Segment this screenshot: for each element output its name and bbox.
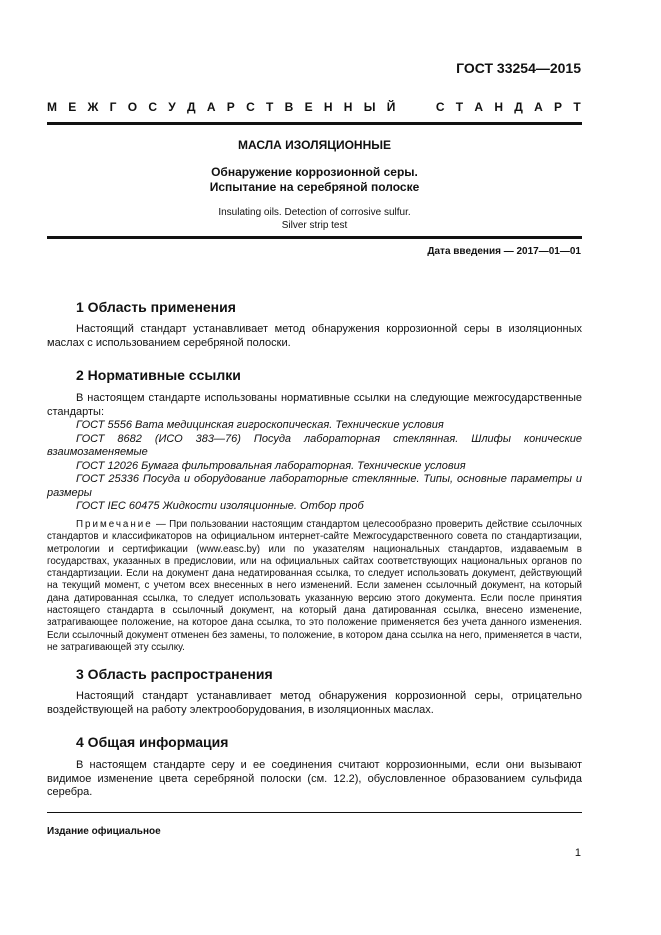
banner-letter: Н <box>323 100 333 114</box>
banner-letter: Т <box>455 100 464 114</box>
reference-item: ГОСТ 8682 (ИСО 383—76) Посуда лабораторная стеклянная. Шлифы конические взаимозаменяемые <box>47 432 582 458</box>
banner-letter: А <box>534 100 543 114</box>
note-label: Примечание <box>76 519 153 530</box>
section-1-text: Настоящий стандарт устанавливает метод обнаружения коррозионной серы в изоляционных маслах с использованием серебряной полоски. <box>47 323 582 349</box>
subtitle-line-1: Обнаружение коррозионной серы. <box>211 165 418 179</box>
banner-letter: Н <box>494 100 503 114</box>
banner-letter: Г <box>109 100 117 114</box>
banner-letter: М <box>47 100 57 114</box>
banner-letter: Д <box>187 100 196 114</box>
banner-letter: У <box>168 100 176 114</box>
english-title-line-1: Insulating oils. Detection of corrosive sulfur. <box>218 207 411 218</box>
banner-letter: Н <box>343 100 353 114</box>
english-title-line-2: Silver strip test <box>281 220 348 231</box>
banner-letter: О <box>127 100 138 114</box>
banner-letter: А <box>206 100 216 114</box>
banner-letter: Т <box>266 100 274 114</box>
interstate-standard-banner <box>47 100 581 114</box>
reference-item: ГОСТ IEC 60475 Жидкости изоляционные. Отбор проб <box>76 500 364 512</box>
banner-letter: А <box>474 100 484 114</box>
banner-letter: Т <box>573 100 581 114</box>
official-edition-label: Издание официальное <box>47 826 161 837</box>
introduction-date: Дата введения — 2017—01—01 <box>427 246 581 257</box>
section-4-text: В настоящем стандарте серу и ее соединения считают коррозионными, если они вызывают видимое изменение цвета серебряной полоски (см. 12.2), обусловленное образованием сульфида серебра. <box>47 759 582 798</box>
footer-rule <box>47 812 582 813</box>
banner-letter: В <box>284 100 294 114</box>
section-2-intro: В настоящем стандарте использованы нормативные ссылки на следующие межгосударственные стандарты: <box>47 392 582 418</box>
section-2-heading: 2 Нормативные ссылки <box>76 367 241 383</box>
banner-letter: С <box>246 100 255 114</box>
banner-letter: Ж <box>87 100 99 114</box>
banner-letter: Р <box>554 100 563 114</box>
section-3-heading: 3 Область распространения <box>76 666 273 682</box>
page-number: 1 <box>574 847 581 859</box>
section-1-heading: 1 Область применения <box>76 299 236 315</box>
standard-number: ГОСТ 33254—2015 <box>456 60 581 76</box>
banner-letter <box>421 100 424 114</box>
banner-letter: Е <box>304 100 313 114</box>
banner-letter: Р <box>226 100 235 114</box>
reference-item: ГОСТ 25336 Посуда и оборудование лабораторные стеклянные. Типы, основные параметры и размеры <box>47 473 582 499</box>
banner-letter: Й <box>386 100 396 114</box>
section-2-body <box>47 392 582 514</box>
reference-item: ГОСТ 12026 Бумага фильтровальная лабораторная. Технические условия <box>76 459 466 472</box>
english-title <box>47 206 582 232</box>
banner-letter: Е <box>68 100 77 114</box>
document-subtitle <box>47 165 582 195</box>
document-title: МАСЛА ИЗОЛЯЦИОННЫЕ <box>237 138 392 152</box>
banner-letter: С <box>148 100 158 114</box>
note-text: — При пользовании настоящим стандартом целесообразно проверить действие ссылочных стандартов и классификаторов на официальном интернет-сайте Межгосударственного совета по стандартизации, метрологии и сертификации (www.easc.by) или по указателям национальных стандартов, издаваемым в государствах, указанных в предисловии, или на официальных сайтах соответствующих национальных органов по стандартизации. Если на документ дана недатированная ссылка, то следует использовать документ, действующий на текущий момент, с учетом всех внесенных в него изменений. Если заменен ссылочный документ, на который дана датированная ссылка, то следует использовать указанную версию этого документа. Если после принятия настоящего стандарта в ссылочный документ, на который дана датированная ссылка, внесено изменение, затрагивающее положение, на которое дана ссылка, то это положение применяется без учета данного изменения. Если ссылочный документ отменен без замены, то положение, в котором дана ссылка на него, применяется в части, не затрагивающей эту ссылку. <box>47 519 582 653</box>
header-rule <box>47 122 582 125</box>
section-3-text: Настоящий стандарт устанавливает метод обнаружения коррозионной серы, отрицательно воздействующей на работу электрооборудования, в изоляционных маслах. <box>47 690 582 716</box>
banner-letter <box>407 100 410 114</box>
banner-letter: С <box>435 100 445 114</box>
reference-item: ГОСТ 5556 Вата медицинская гигроскопическая. Технические условия <box>76 419 444 431</box>
title-rule <box>47 236 582 239</box>
section-4-heading: 4 Общая информация <box>76 734 229 750</box>
banner-letter: Д <box>514 100 523 114</box>
subtitle-line-2: Испытание на серебряной полоске <box>209 180 420 194</box>
banner-letter: Ы <box>363 100 376 114</box>
section-2-note <box>47 519 582 654</box>
